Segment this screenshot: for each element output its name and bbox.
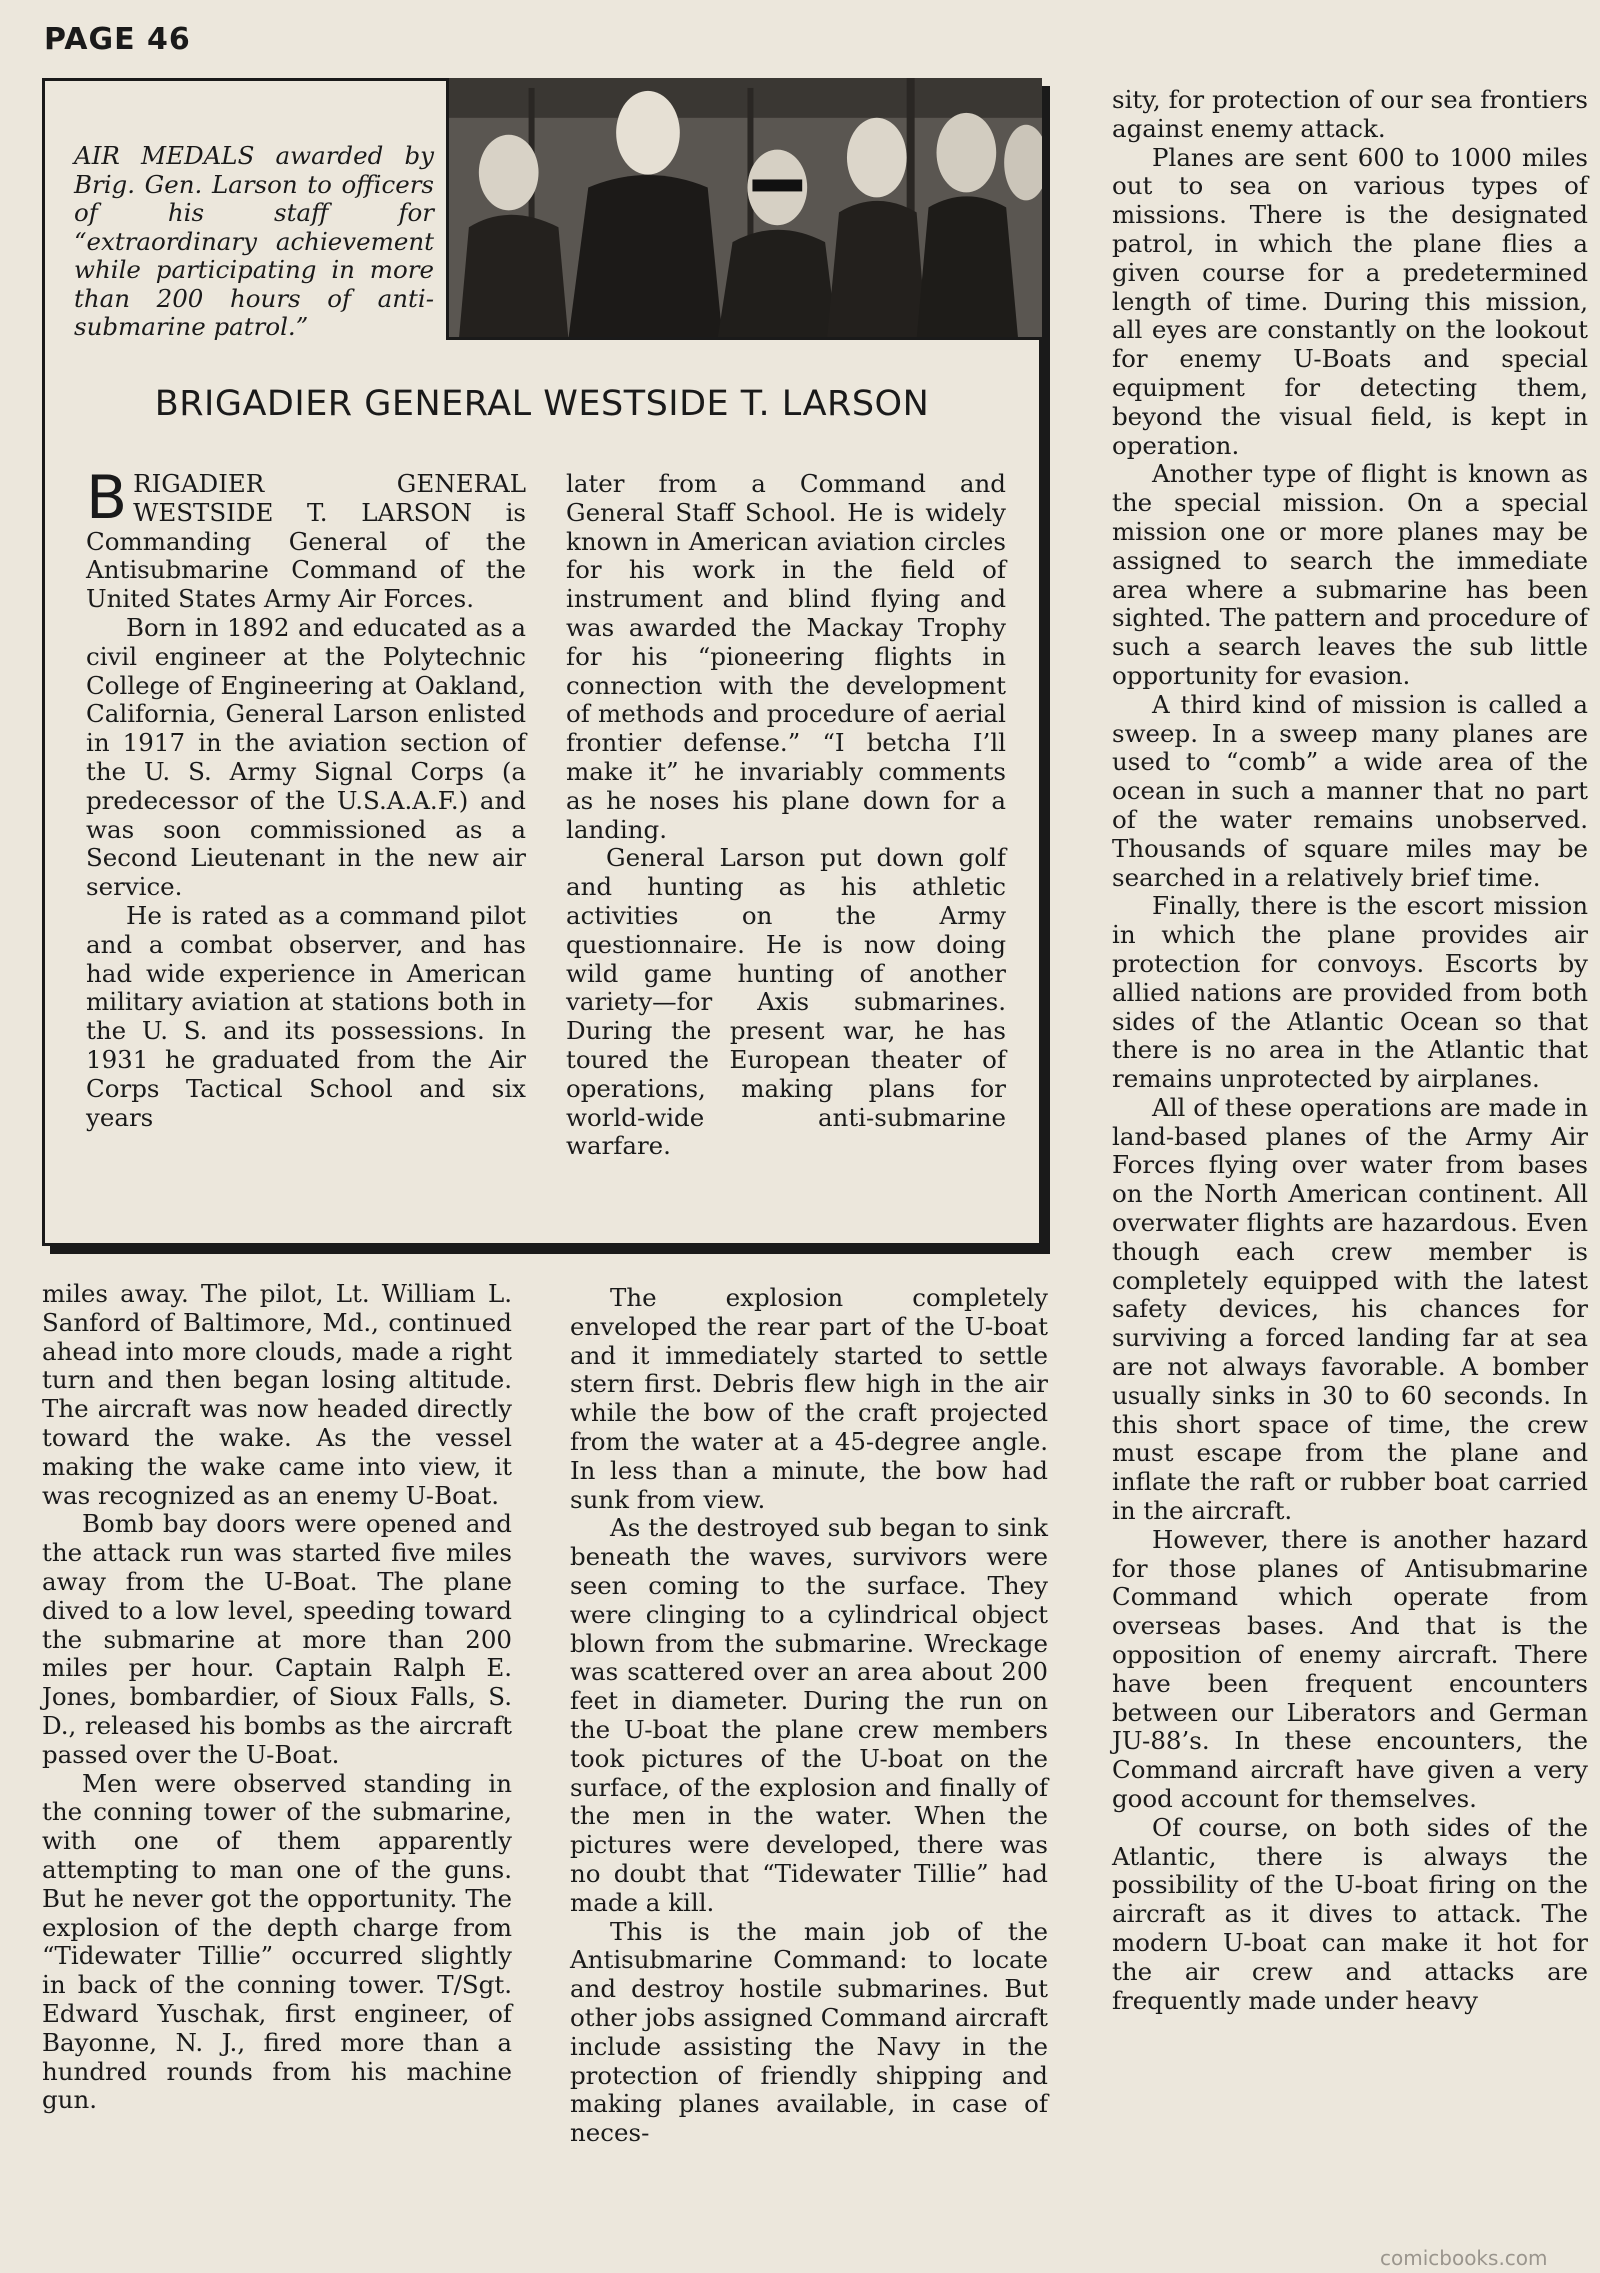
- bio-column-2: [566, 470, 1006, 1161]
- bio-paragraph: Born in 1892 and educated as a civil engineer at the Polytechnic College of Engineering at Oakland, California, General Larson enlisted in 1917 in the aviation section of the U. S. Army Signal Corps (a predecessor of the U.S.A.A.F.) and was soon commissioned as a Second Lieutenant in the new air service.: [86, 612, 526, 902]
- story-paragraph: As the destroyed sub began to sink beneath the waves, survivors were seen coming to the surface. They were clinging to a cylindrical object blown from the submarine. Wreckage was scattered over an area about 200 feet in diameter. During the run on the U-boat the plane crew members took pictures of the U-boat on the surface, of the explosion and finally of the men in the water. When the pictures were developed, there was no doubt that “Tidewater Tillie” had made a kill.: [570, 1513, 1048, 1917]
- story-paragraph: Another type of flight is known as the special mission. On a special mission one or more planes may be assigned to search the immediate area where a submarine has been sighted. The pattern and procedure of such a search leaves the sub little opportunity for evasion.: [1112, 459, 1588, 690]
- photo-figures: [449, 78, 1042, 339]
- bio-text: RIGADIER GENERAL WESTSIDE T. LARSON is Commanding General of the Antisubmarine Command of the United States Army Air Forces.: [86, 469, 526, 614]
- story-paragraph: miles away. The pilot, Lt. William L. Sanford of Baltimore, Md., continued ahead into more clouds, made a right turn and then began losing altitude. The aircraft was now headed directly toward the wake. As the vessel making the wake came into view, it was recognized as an enemy U-Boat.: [42, 1279, 512, 1510]
- bio-paragraph: [86, 463, 526, 614]
- story-paragraph: Men were observed standing in the conning tower of the submarine, with one of them apparently attempting to man one of the guns. But he never got the opportunity. The explosion of the depth charge from “Tidewater Tillie” occurred slightly in back of the conning tower. T/Sgt. Edward Yuschak, first engineer, of Bayonne, N. J., fired more than a hundred rounds from his machine gun.: [42, 1768, 512, 2115]
- photo-caption: [74, 142, 434, 342]
- article-headline: BRIGADIER GENERAL WESTSIDE T. LARSON: [154, 384, 930, 424]
- bio-paragraph: He is rated as a command pilot and a combat observer, and has had wide experience in American military aviation at stations both in the U. S. and its possessions. In 1931 he graduated from the Air Corps Tactical School and six years: [86, 900, 526, 1132]
- story-paragraph: All of these operations are made in land-based planes of the Army Air Forces flying over water from bases on the North American continent. All overwater flights are hazardous. Even though each crew member is completely equipped with the latest safety devices, his chances for surviving a forced landing far at sea are not always favorable. A bomber usually sinks in 30 to 60 seconds. In this short space of time, the crew must escape from the plane and inflate the raft or rubber boat carried in the aircraft.: [1112, 1092, 1588, 1526]
- story-paragraph: This is the main job of the Antisubmarine Command: to locate and destroy hostile submarines. But other jobs assigned Command aircraft include assisting the Navy in the protection of friendly shipping and making planes available, in case of neces-: [570, 1916, 1048, 2148]
- story-column-bottom-left: [42, 1280, 512, 2115]
- story-paragraph: sity, for protection of our sea frontiers against enemy attack.: [1112, 85, 1588, 143]
- story-paragraph: However, there is another hazard for those planes of Antisubmarine Command which operate from overseas bases. And that is the opposition of enemy aircraft. There have been frequent encounters between our Liberators and German JU-88’s. In these encounters, the Command aircraft have given a very good account for themselves.: [1112, 1524, 1588, 1814]
- bio-column-1: [86, 463, 526, 1132]
- story-paragraph: A third kind of mission is called a sweep. In a sweep many planes are used to “comb” a wide area of the ocean in such a manner that no part of the water remains unobserved. Thousands of square miles may be searched in a relatively brief time.: [1112, 689, 1588, 892]
- story-paragraph: Finally, there is the escort mission in which the plane provides air protection for convoys. Escorts by allied nations are provided from both sides of the Atlantic Ocean so that there is no area in the Atlantic that remains unprotected by airplanes.: [1112, 891, 1588, 1094]
- story-column-bottom-middle: [570, 1284, 1048, 2148]
- drop-cap: B: [86, 463, 128, 533]
- site-watermark: comicbooks.com: [1380, 2246, 1548, 2270]
- story-paragraph: Bomb bay doors were opened and the attack run was started five miles away from the U-Boat. The plane dived to a low level, speeding toward the submarine at more than 200 miles per hour. Captain Ralph E. Jones, bombardier, of Sioux Falls, S. D., released his bombs as the aircraft passed over the U-Boat.: [42, 1509, 512, 1769]
- medal-ceremony-photo: [446, 78, 1042, 340]
- bio-paragraph: General Larson put down golf and hunting as his athletic activities on the Army questionnaire. He is now doing wild game hunting of another variety—for Axis submarines. During the present war, he has toured the European theater of operations, making plans for world-wide anti-submarine warfare.: [566, 843, 1006, 1161]
- page-number: PAGE 46: [44, 22, 191, 57]
- story-column-right: [1112, 86, 1588, 2015]
- box-shadow: [50, 1246, 1050, 1254]
- story-paragraph: The explosion completely enveloped the rear part of the U-boat and it immediately started to settle stern first. Debris flew high in the air while the bow of the craft projected from the water at a 45-degree angle. In less than a minute, the bow had sunk from view.: [570, 1283, 1048, 1514]
- story-paragraph: Planes are sent 600 to 1000 miles out to sea on various types of missions. There is the designated patrol, in which the plane flies a given course for a predetermined length of time. During this mission, all eyes are constantly on the lookout for enemy U-Boats and special equipment for detecting them, beyond the visual field, is kept in operation.: [1112, 142, 1588, 460]
- caption-text: AIR MEDALS awarded by Brig. Gen. Larson to officers of his staff for “extraordinary achievement while participating in more than 200 hours of anti-submarine patrol.”: [74, 141, 434, 341]
- box-shadow: [1042, 86, 1050, 1254]
- story-paragraph: Of course, on both sides of the Atlantic, there is always the possibility of the U-boat firing on the aircraft as it dives to attack. The modern U-boat can make it hot for the air crew and attacks are frequently made under heavy: [1112, 1812, 1588, 2015]
- bio-paragraph: later from a Command and General Staff School. He is widely known in American aviation circles for his work in the field of instrument and blind flying and was awarded the Mackay Trophy for his “pioneering flights in connection with the development of methods and procedure of aerial frontier defense.” “I betcha I’ll make it” he invariably comments as he noses his plane down for a landing.: [566, 469, 1006, 844]
